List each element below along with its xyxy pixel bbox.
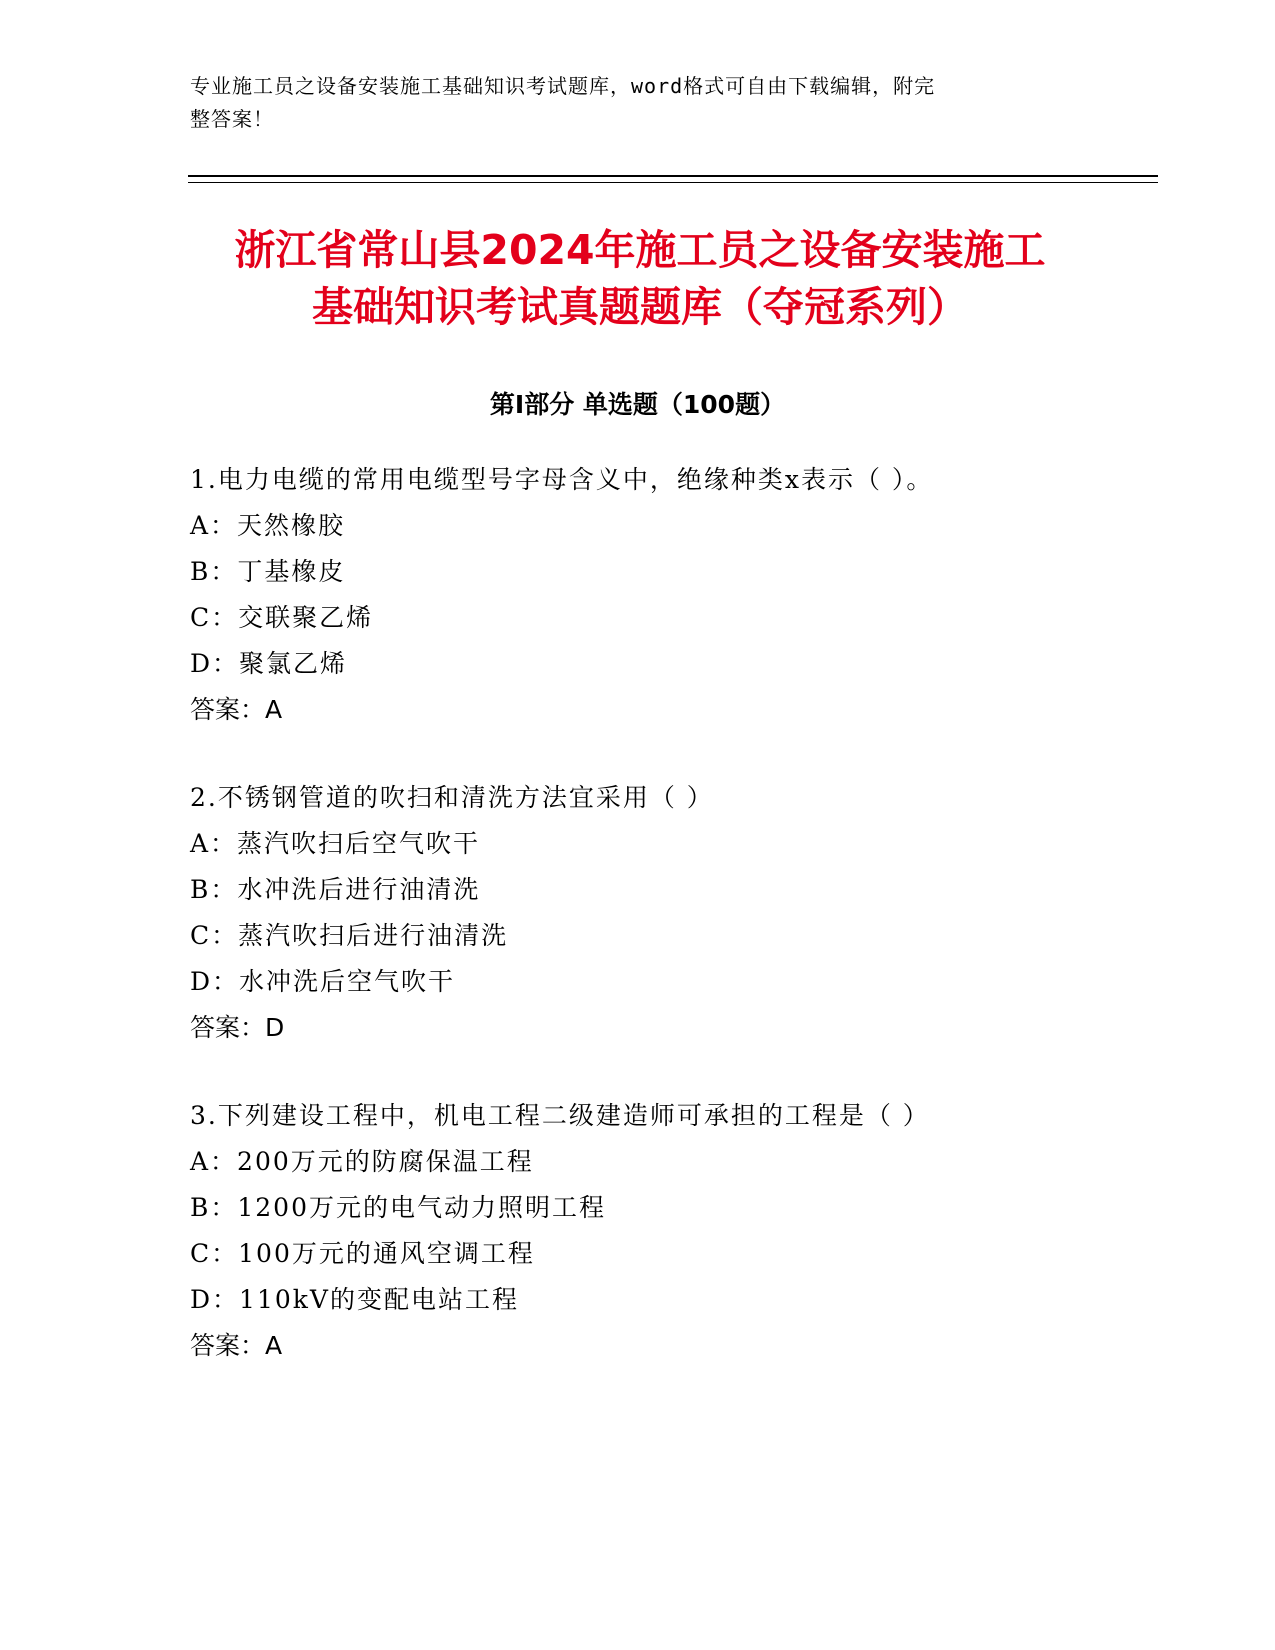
option-a: A：天然橡胶 bbox=[190, 511, 346, 540]
option-d: D：水冲洗后空气吹干 bbox=[190, 967, 456, 996]
option-c: C：100万元的通风空调工程 bbox=[190, 1239, 535, 1268]
answer: 答案：D bbox=[190, 1013, 285, 1042]
header-divider-thin bbox=[188, 182, 1158, 183]
header-note-line-2: 整答案！ bbox=[190, 107, 274, 131]
answer: 答案：A bbox=[190, 695, 283, 724]
option-a: A：蒸汽吹扫后空气吹干 bbox=[190, 829, 481, 858]
question-2 bbox=[190, 775, 1150, 1051]
document-title-line-1: 浙江省常山县2024年施工员之设备安装施工 bbox=[234, 226, 1046, 274]
option-b: B：1200万元的电气动力照明工程 bbox=[190, 1193, 606, 1222]
option-d: D：110kV的变配电站工程 bbox=[190, 1285, 519, 1314]
question-1 bbox=[190, 457, 1150, 733]
option-a: A：200万元的防腐保温工程 bbox=[190, 1147, 534, 1176]
header-note bbox=[190, 70, 1090, 136]
question-stem: 3.下列建设工程中，机电工程二级建造师可承担的工程是（ ） bbox=[190, 1101, 930, 1130]
header-note-line-1: 专业施工员之设备安装施工基础知识考试题库，word格式可自由下载编辑，附完 bbox=[190, 74, 936, 98]
question-3 bbox=[190, 1093, 1150, 1369]
option-d: D：聚氯乙烯 bbox=[190, 649, 348, 678]
document-title bbox=[180, 222, 1100, 336]
answer: 答案：A bbox=[190, 1331, 283, 1360]
document-title-line-2: 基础知识考试真题题库（夺冠系列） bbox=[312, 283, 968, 331]
option-b: B：丁基橡皮 bbox=[190, 557, 346, 586]
header-divider-thick bbox=[188, 175, 1158, 177]
question-stem: 2.不锈钢管道的吹扫和清洗方法宜采用（ ） bbox=[190, 783, 714, 812]
option-c: C：交联聚乙烯 bbox=[190, 603, 374, 632]
option-b: B：水冲洗后进行油清洗 bbox=[190, 875, 481, 904]
section-title: 第Ⅰ部分 单选题（100题） bbox=[489, 390, 786, 419]
option-c: C：蒸汽吹扫后进行油清洗 bbox=[190, 921, 509, 950]
question-stem: 1.电力电缆的常用电缆型号字母含义中，绝缘种类x表示（ ）。 bbox=[190, 465, 934, 494]
